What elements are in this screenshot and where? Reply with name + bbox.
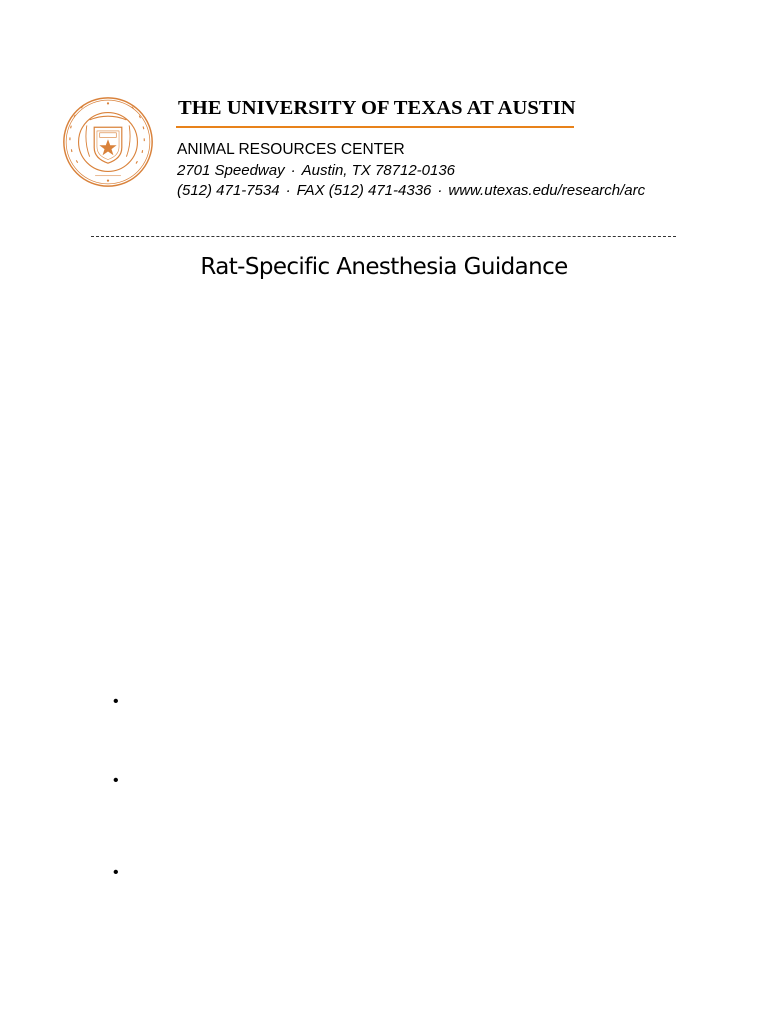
address-city: Austin, TX 78712-0136: [301, 162, 456, 179]
header-divider: [91, 236, 676, 237]
header-accent-rule: [176, 126, 574, 128]
university-name: THE UNIVERSITY OF TEXAS AT AUSTIN: [178, 97, 576, 119]
department-address: [177, 162, 455, 179]
bullet-item: [113, 864, 119, 882]
bullet-glyph: •: [113, 772, 119, 789]
address-street: 2701 Speedway: [177, 162, 285, 179]
contact-fax: FAX (512) 471-4336: [296, 182, 432, 199]
university-seal-icon: [62, 96, 154, 188]
address-separator: ·: [290, 162, 296, 179]
bullet-item: [113, 772, 119, 790]
document-title: Rat-Specific Anesthesia Guidance: [200, 254, 568, 280]
contact-website[interactable]: www.utexas.edu/research/arc: [448, 182, 646, 199]
bullet-glyph: •: [113, 864, 119, 881]
department-contact: [177, 182, 645, 199]
contact-phone: (512) 471-7534: [177, 182, 280, 199]
bullet-glyph: •: [113, 693, 119, 710]
contact-separator: ·: [285, 182, 291, 199]
contact-separator: ·: [437, 182, 443, 199]
bullet-item: [113, 693, 119, 711]
department-name: ANIMAL RESOURCES CENTER: [177, 141, 405, 158]
